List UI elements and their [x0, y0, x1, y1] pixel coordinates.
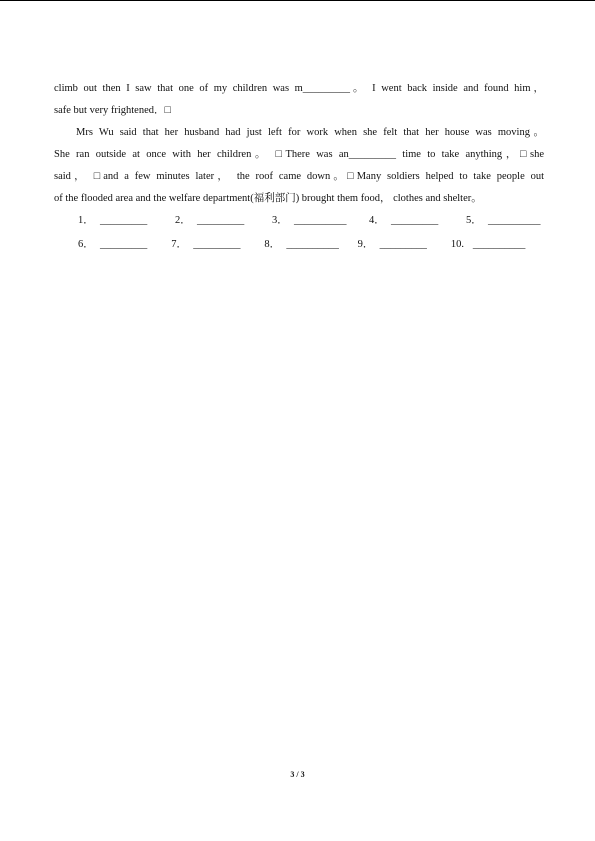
- answer-item-2: [175, 210, 272, 234]
- answer-row-1: [54, 210, 544, 234]
- answer-number: 2．: [175, 215, 191, 226]
- answer-item-3: [272, 210, 369, 234]
- answer-number: 6．: [78, 239, 94, 250]
- answer-item-1: [78, 210, 175, 234]
- passage-line-4: She ran outside at once with her children。 □There was an_________ time to take anything，□she: [54, 149, 544, 160]
- answer-number: 3．: [272, 215, 288, 226]
- passage-line-1: climb out then I saw that one of my children was m_________。 I went back inside and found him，: [54, 83, 544, 94]
- answer-row-2: [54, 234, 544, 258]
- answer-blank: _________: [379, 239, 427, 250]
- answer-blank: _________: [100, 215, 148, 226]
- top-border-line: [0, 0, 595, 1]
- passage-line-5: said， □and a few minutes later， the roof came down。□Many soldiers helped to take people out: [54, 171, 544, 182]
- answer-number: 8．: [264, 239, 281, 250]
- answer-item-10: [451, 234, 544, 258]
- answer-number: 5．: [466, 215, 482, 226]
- document-body: [54, 78, 544, 258]
- answer-item-9: [358, 234, 451, 258]
- answer-number: 9．: [357, 239, 374, 250]
- passage-line-2: safe but very frightened．□: [54, 105, 171, 116]
- answer-number: 4．: [369, 215, 385, 226]
- answer-blank: _________: [391, 215, 439, 226]
- answer-blank: _________: [100, 239, 148, 250]
- passage-line-3: Mrs Wu said that her husband had just left for work when she felt that her house was moving。: [76, 127, 544, 138]
- answer-blank: __________: [286, 239, 339, 250]
- answer-number: 1．: [78, 215, 94, 226]
- answer-blank: __________: [472, 239, 526, 250]
- passage-line-6: of the flooded area and the welfare department(福利部门) brought them food， clothes and shelter。: [54, 193, 482, 204]
- answer-item-4: [369, 210, 466, 234]
- answer-blank: __________: [488, 215, 541, 226]
- answer-blank: _________: [193, 239, 241, 250]
- answer-item-8: [264, 234, 357, 258]
- answer-blank: _________: [197, 215, 245, 226]
- answer-item-7: [171, 234, 264, 258]
- answer-item-5: [466, 210, 541, 234]
- answer-number: 10.: [450, 239, 464, 250]
- page-number: 3 / 3: [290, 770, 305, 779]
- answer-number: 7．: [171, 239, 187, 250]
- answer-item-6: [78, 234, 171, 258]
- answer-blank: __________: [294, 215, 347, 226]
